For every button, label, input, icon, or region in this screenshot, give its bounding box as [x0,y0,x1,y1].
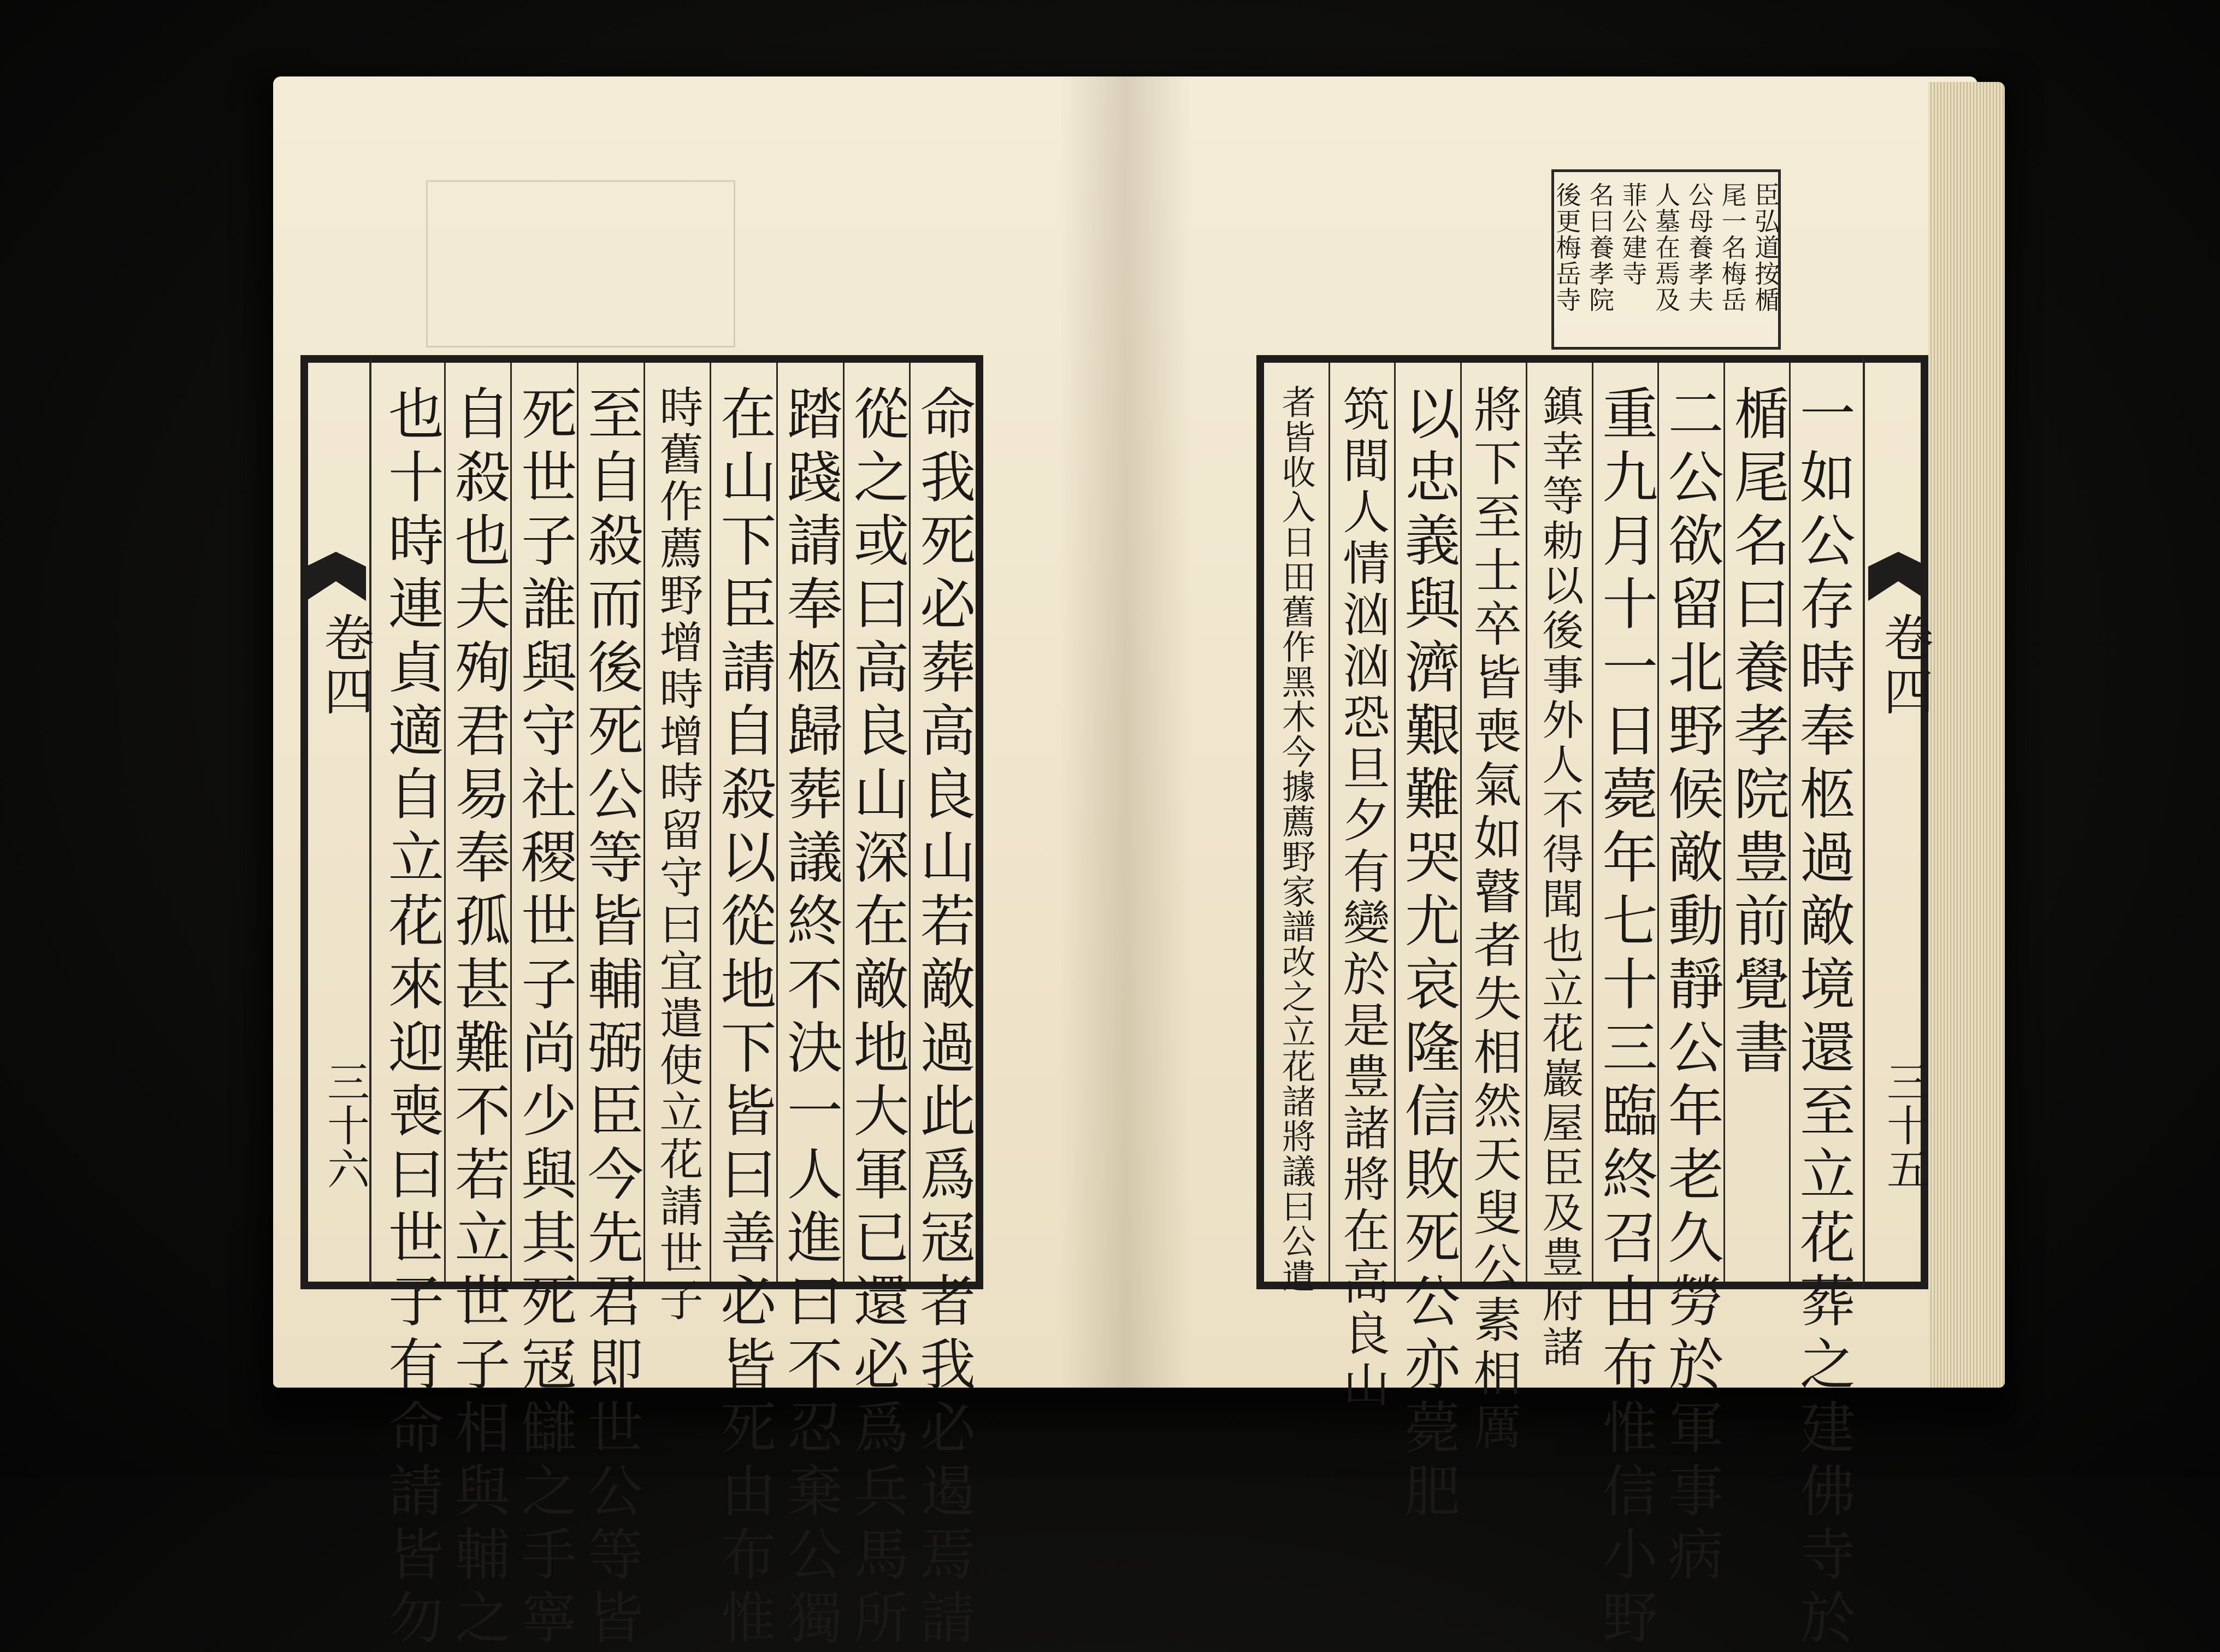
column-text: 也十時連貞適自立花來迎喪曰世子有命請皆勿 [379,385,444,1652]
annotation-line: 臣弘道按楯 [1751,182,1781,313]
column-text: 一如公存時奉柩過敵境還至立花葬之建佛寺於 [1790,385,1856,1652]
text-column [776,363,843,1652]
text-column [843,363,910,1652]
text-column [1592,363,1658,1652]
right-columns [1264,363,1856,1652]
text-column [1394,363,1461,1525]
column-text: 時舊作薦野增時增時留守曰宜遣使立花請世子 [652,385,703,1324]
volume-label: 卷四 [316,612,374,719]
text-column [710,363,777,1652]
text-column [643,363,710,1324]
column-text: 鎮幸等勅以後事外人不得聞也立花巖屋臣及豊府諸 [1535,385,1584,1370]
text-column [379,363,444,1652]
annotation-line: 尾一名梅岳 [1717,182,1747,313]
text-column [1264,363,1329,1294]
column-text: 從之或曰高良山深在敵地大軍已還必爲兵馬所 [844,385,910,1652]
page-edges-right [1928,82,2005,1388]
text-column [1329,363,1395,1412]
column-text: 命我死必葬高良山若敵過此爲冦者我必遏焉請 [911,385,976,1652]
show-through-ghost-text [426,180,735,347]
left-text-block [300,355,983,1652]
annotation-line: 菲公建寺 [1618,182,1648,287]
right-text-block [1256,355,1928,1652]
column-text: 重九月十一日薨年七十三臨終召由布惟信小野 [1593,385,1658,1652]
column-text: 二公欲留北野候敵動靜公年老久勞於軍事病 [1658,385,1724,1589]
text-column [1657,363,1724,1589]
column-text: 死世子誰與守社稷世子尚少與其死冦讎之手寧 [512,385,577,1652]
column-text: 以忠義與濟艱難哭尤哀隆信敗死公亦薨肥 [1395,385,1461,1525]
column-text: 自殺也夫殉君易奉孤甚難不若立世子相與輔之 [445,385,511,1652]
column-text: 筑間人情汹汹恐旦夕有變於是豊諸將在高良山 [1335,385,1390,1412]
text-column [1460,363,1526,1455]
column-text: 至自殺而後死公等皆輔弼臣今先君即世公等皆 [578,385,643,1652]
column-text: 者皆收入日田舊作黑木今據薦野家譜改之立花諸將議曰公遺 [1276,385,1316,1294]
column-text: 踏踐請奉柩歸葬議終不決一人進曰不忍棄公獨 [777,385,843,1652]
annotation-line: 人墓在焉及 [1651,182,1681,313]
left-columns [379,363,976,1652]
annotation-line: 名曰養孝院 [1585,182,1615,313]
text-column [577,363,643,1652]
text-column [510,363,577,1652]
page-number: 三十六 [320,1060,369,1191]
page-number: 三十五 [1880,1060,1929,1191]
annotation-line: 後更梅岳寺 [1552,182,1582,313]
annotation-line: 公母養孝夫 [1684,182,1714,313]
text-column [1526,363,1592,1370]
column-text: 在山下臣請自殺以從地下皆曰善必皆死由布惟 [711,385,777,1652]
volume-label: 卷四 [1875,612,1934,719]
annotation-box [1551,169,1781,350]
column-text: 楯尾名曰養孝院豊前覺書 [1725,385,1790,1082]
text-column [1789,363,1856,1652]
column-text: 將下至士卒皆喪氣如瞽者失相然天叟公素相厲 [1466,385,1522,1455]
text-column [1723,363,1790,1282]
text-column [909,363,976,1652]
text-column [444,363,511,1652]
